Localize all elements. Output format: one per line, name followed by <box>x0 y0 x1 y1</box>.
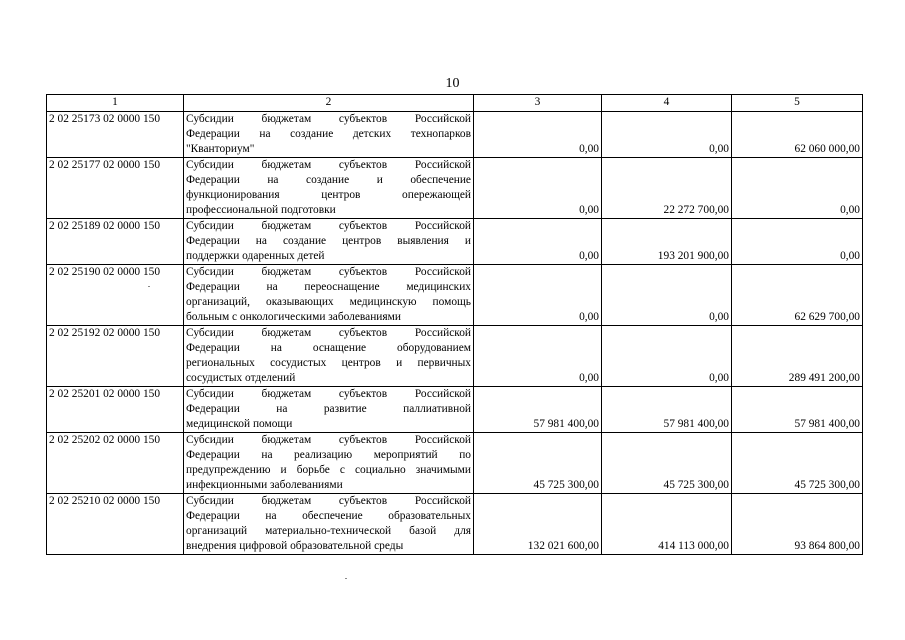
amount-cell-col5: 45 725 300,00 <box>732 433 863 494</box>
description-line: Субсидии бюджетам субъектов Российской <box>186 327 471 339</box>
description-line: Федерации на создание детских технопарков <box>186 128 471 140</box>
amount-cell-col3: 0,00 <box>474 158 602 219</box>
amount-cell-col3: 0,00 <box>474 265 602 326</box>
budget-code-cell: 2 02 25190 02 0000 150 <box>47 265 184 326</box>
column-header: 5 <box>732 95 863 112</box>
amount-cell-col3: 0,00 <box>474 326 602 387</box>
description-line: Федерации на создание центров выявления и <box>186 235 471 247</box>
description-line: поддержки одаренных детей <box>186 250 325 262</box>
table-row <box>47 265 863 326</box>
description-line: функционирования центров опережающей <box>186 189 471 201</box>
description-line: Федерации на реализацию мероприятий по <box>186 449 471 461</box>
description-line: внедрения цифровой образовательной среды <box>186 540 404 552</box>
description-line: Федерации на обеспечение образовательных <box>186 510 471 522</box>
description-cell <box>184 265 474 326</box>
description-line: Субсидии бюджетам субъектов Российской <box>186 159 471 171</box>
column-header: 3 <box>474 95 602 112</box>
table-row <box>47 433 863 494</box>
table-row <box>47 219 863 265</box>
amount-cell-col5: 0,00 <box>732 158 863 219</box>
budget-code-cell: 2 02 25189 02 0000 150 <box>47 219 184 265</box>
description-line: Субсидии бюджетам субъектов Российской <box>186 266 471 278</box>
description-line: "Кванториум" <box>186 143 255 155</box>
description-line: профессиональной подготовки <box>186 204 336 216</box>
description-line: Субсидии бюджетам субъектов Российской <box>186 113 471 125</box>
amount-cell-col4: 0,00 <box>602 112 732 158</box>
description-line: Федерации на развитие паллиативной <box>186 403 471 415</box>
budget-code-cell: 2 02 25177 02 0000 150 <box>47 158 184 219</box>
description-cell <box>184 112 474 158</box>
amount-cell-col4: 414 113 000,00 <box>602 494 732 555</box>
table-row <box>47 494 863 555</box>
amount-cell-col3: 0,00 <box>474 219 602 265</box>
column-header: 4 <box>602 95 732 112</box>
amount-cell-col4: 193 201 900,00 <box>602 219 732 265</box>
budget-table <box>46 94 863 555</box>
budget-code-cell: 2 02 25202 02 0000 150 <box>47 433 184 494</box>
amount-cell-col5: 289 491 200,00 <box>732 326 863 387</box>
description-line: сосудистых отделений <box>186 372 296 384</box>
amount-cell-col5: 0,00 <box>732 219 863 265</box>
amount-cell-col4: 22 272 700,00 <box>602 158 732 219</box>
amount-cell-col5: 62 060 000,00 <box>732 112 863 158</box>
description-line: Федерации на создание и обеспечение <box>186 174 471 186</box>
table-row <box>47 326 863 387</box>
description-line: организаций материально-технической базой для <box>186 525 471 537</box>
description-cell <box>184 494 474 555</box>
scan-speck <box>345 578 347 579</box>
table-row <box>47 387 863 433</box>
amount-cell-col3: 45 725 300,00 <box>474 433 602 494</box>
description-line: Субсидии бюджетам субъектов Российской <box>186 388 471 400</box>
description-line: предупреждению и борьбе с социально значимыми <box>186 464 471 476</box>
description-cell <box>184 158 474 219</box>
amount-cell-col3: 132 021 600,00 <box>474 494 602 555</box>
amount-cell-col5: 62 629 700,00 <box>732 265 863 326</box>
budget-code-cell: 2 02 25192 02 0000 150 <box>47 326 184 387</box>
amount-cell-col4: 0,00 <box>602 326 732 387</box>
page-number: 10 <box>445 76 460 91</box>
description-line: инфекционными заболеваниями <box>186 479 343 491</box>
description-cell <box>184 387 474 433</box>
description-line: Федерации на переоснащение медицинских <box>186 281 471 293</box>
column-header: 2 <box>184 95 474 112</box>
description-cell <box>184 219 474 265</box>
amount-cell-col3: 57 981 400,00 <box>474 387 602 433</box>
scan-speck <box>148 286 150 287</box>
table-row <box>47 112 863 158</box>
description-line: Федерации на оснащение оборудованием <box>186 342 471 354</box>
amount-cell-col5: 57 981 400,00 <box>732 387 863 433</box>
description-cell <box>184 433 474 494</box>
amount-cell-col4: 0,00 <box>602 265 732 326</box>
budget-code-cell: 2 02 25173 02 0000 150 <box>47 112 184 158</box>
description-line: Субсидии бюджетам субъектов Российской <box>186 434 471 446</box>
description-line: региональных сосудистых центров и первичных <box>186 357 471 369</box>
amount-cell-col4: 57 981 400,00 <box>602 387 732 433</box>
description-cell <box>184 326 474 387</box>
description-line: медицинской помощи <box>186 418 293 430</box>
description-line: организаций, оказывающих медицинскую помощь <box>186 296 471 308</box>
budget-code-cell: 2 02 25210 02 0000 150 <box>47 494 184 555</box>
description-line: Субсидии бюджетам субъектов Российской <box>186 220 471 232</box>
column-header: 1 <box>47 95 184 112</box>
description-line: Субсидии бюджетам субъектов Российской <box>186 495 471 507</box>
table-row <box>47 158 863 219</box>
table-header-row <box>47 95 863 112</box>
budget-code-cell: 2 02 25201 02 0000 150 <box>47 387 184 433</box>
amount-cell-col3: 0,00 <box>474 112 602 158</box>
amount-cell-col4: 45 725 300,00 <box>602 433 732 494</box>
amount-cell-col5: 93 864 800,00 <box>732 494 863 555</box>
description-line: больным с онкологическими заболеваниями <box>186 311 401 323</box>
